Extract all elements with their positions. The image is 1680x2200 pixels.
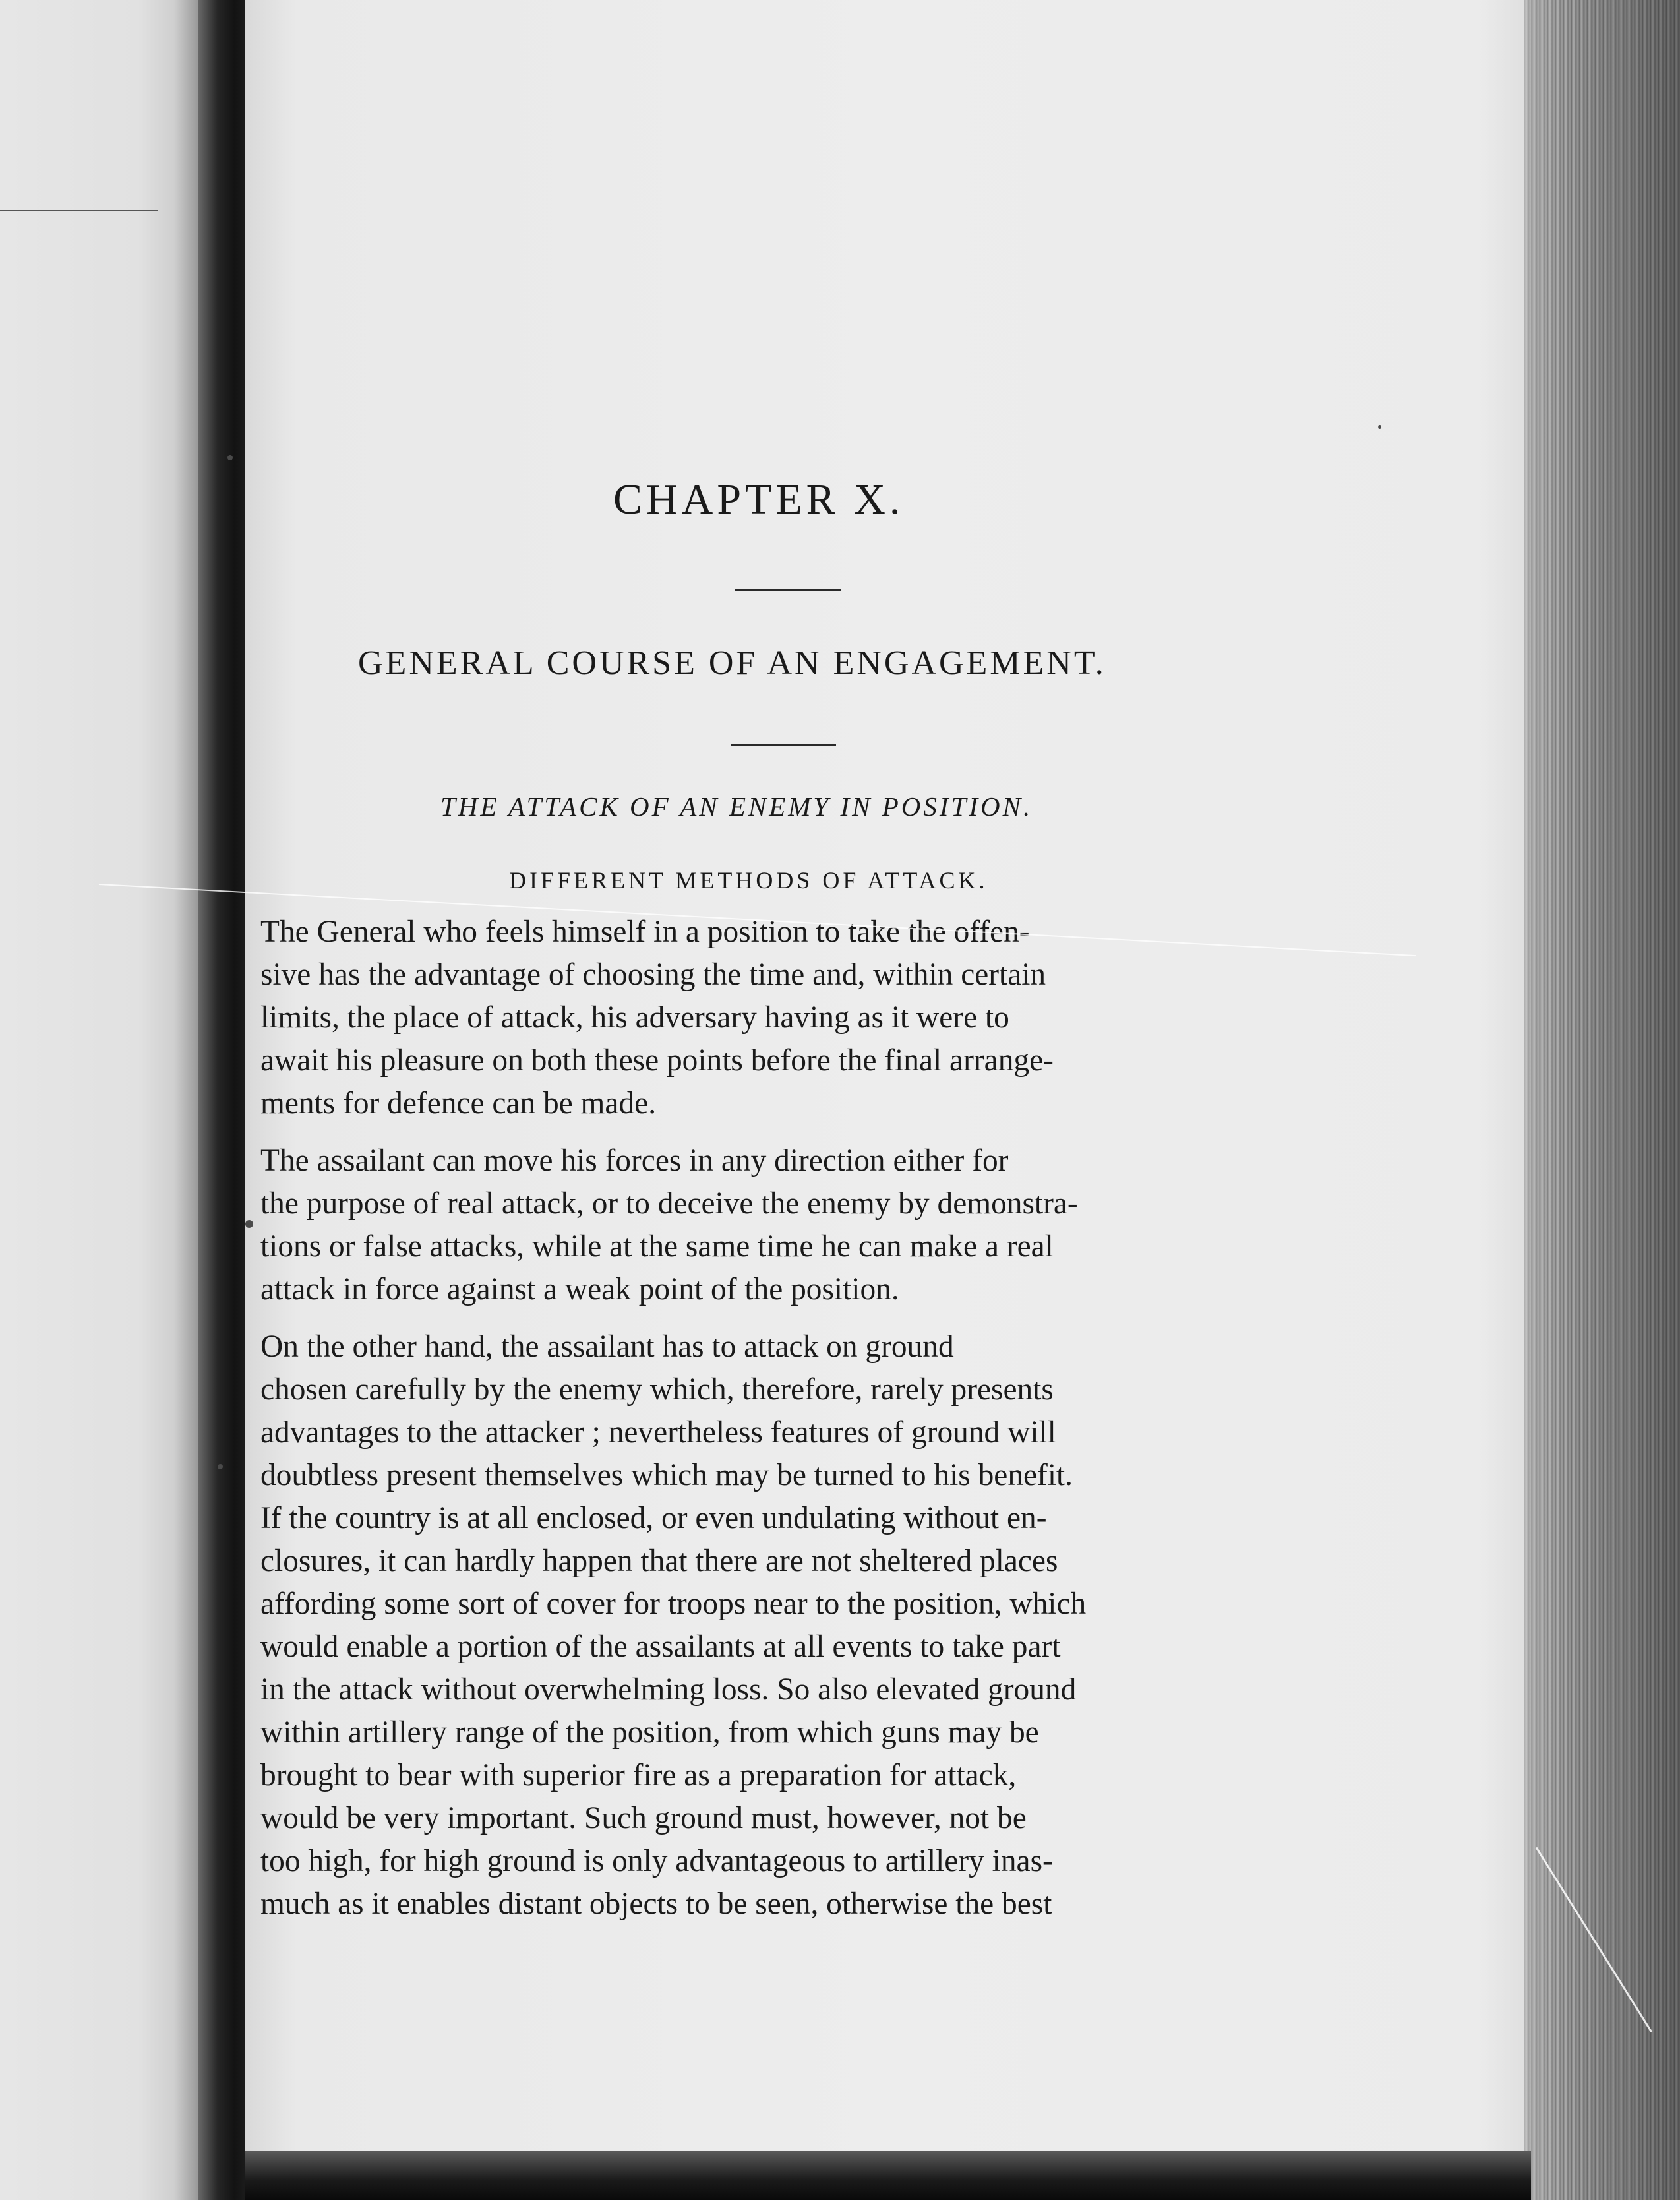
paragraph — [260, 1325, 1309, 1925]
left-page-rule — [0, 210, 158, 211]
paragraph-line: If the country is at all enclosed, or even undulating without en- — [260, 1500, 1047, 1535]
paragraph-line: ments for defence can be made. — [260, 1085, 657, 1120]
paragraph-line: tions or false attacks, while at the same time he can make a real — [260, 1229, 1054, 1264]
paragraph — [260, 910, 1309, 1124]
paragraph-line: much as it enables distant objects to be seen, otherwise the best — [260, 1886, 1052, 1921]
scan-speck — [218, 1464, 223, 1469]
paragraph-line: the purpose of real attack, or to deceive the enemy by demonstra- — [260, 1186, 1078, 1221]
paragraph-line: would enable a portion of the assailants at all events to take part — [260, 1629, 1061, 1664]
section-rule — [731, 744, 836, 746]
scan-speck — [1378, 425, 1381, 429]
chapter-heading: CHAPTER X. — [613, 475, 905, 524]
left-page — [0, 0, 198, 2200]
paragraph-gap — [260, 1310, 1309, 1325]
paragraph-line: chosen carefully by the enemy which, therefore, rarely presents — [260, 1372, 1054, 1407]
methods-subheading: DIFFERENT METHODS OF ATTACK. — [509, 867, 988, 894]
bottom-shadow — [245, 2151, 1531, 2200]
paragraph-line: closures, it can hardly happen that there are not sheltered places — [260, 1543, 1058, 1578]
chapter-rule — [735, 589, 841, 591]
body-text — [260, 910, 1309, 1925]
paragraph-line: attack in force against a weak point of the position. — [260, 1271, 899, 1306]
paragraph-line: sive has the advantage of choosing the time and, within certain — [260, 957, 1046, 992]
paragraph-line: doubtless present themselves which may be turned to his benefit. — [260, 1457, 1073, 1492]
paragraph-line: brought to bear with superior fire as a preparation for attack, — [260, 1757, 1017, 1792]
section-heading: GENERAL COURSE OF AN ENGAGEMENT. — [358, 644, 1106, 682]
scan-speck — [227, 455, 233, 460]
paragraph-line: affording some sort of cover for troops near to the position, which — [260, 1586, 1087, 1621]
paragraph-line: await his pleasure on both these points before the final arrange- — [260, 1043, 1054, 1078]
paragraph-line: would be very important. Such ground must, however, not be — [260, 1800, 1027, 1835]
page-edge-shade — [1524, 0, 1680, 2200]
paragraph-line: The General who feels himself in a position to take the offen- — [260, 914, 1030, 949]
paragraph-line: limits, the place of attack, his adversary having as it were to — [260, 1000, 1009, 1035]
paragraph — [260, 1139, 1309, 1310]
paragraph-line: in the attack without overwhelming loss. So also elevated ground — [260, 1672, 1077, 1707]
paragraph-gap — [260, 1124, 1309, 1139]
paragraph-line: The assailant can move his forces in any direction either for — [260, 1143, 1009, 1178]
paragraph-line: within artillery range of the position, from which guns may be — [260, 1715, 1039, 1750]
paragraph-line: too high, for high ground is only advantageous to artillery inas- — [260, 1843, 1053, 1878]
scan-speck — [245, 1220, 253, 1228]
paragraph-line: On the other hand, the assailant has to attack on ground — [260, 1329, 954, 1364]
paragraph-line: advantages to the attacker ; nevertheless features of ground will — [260, 1415, 1056, 1450]
subsection-heading: THE ATTACK OF AN ENEMY IN POSITION. — [440, 791, 1033, 822]
